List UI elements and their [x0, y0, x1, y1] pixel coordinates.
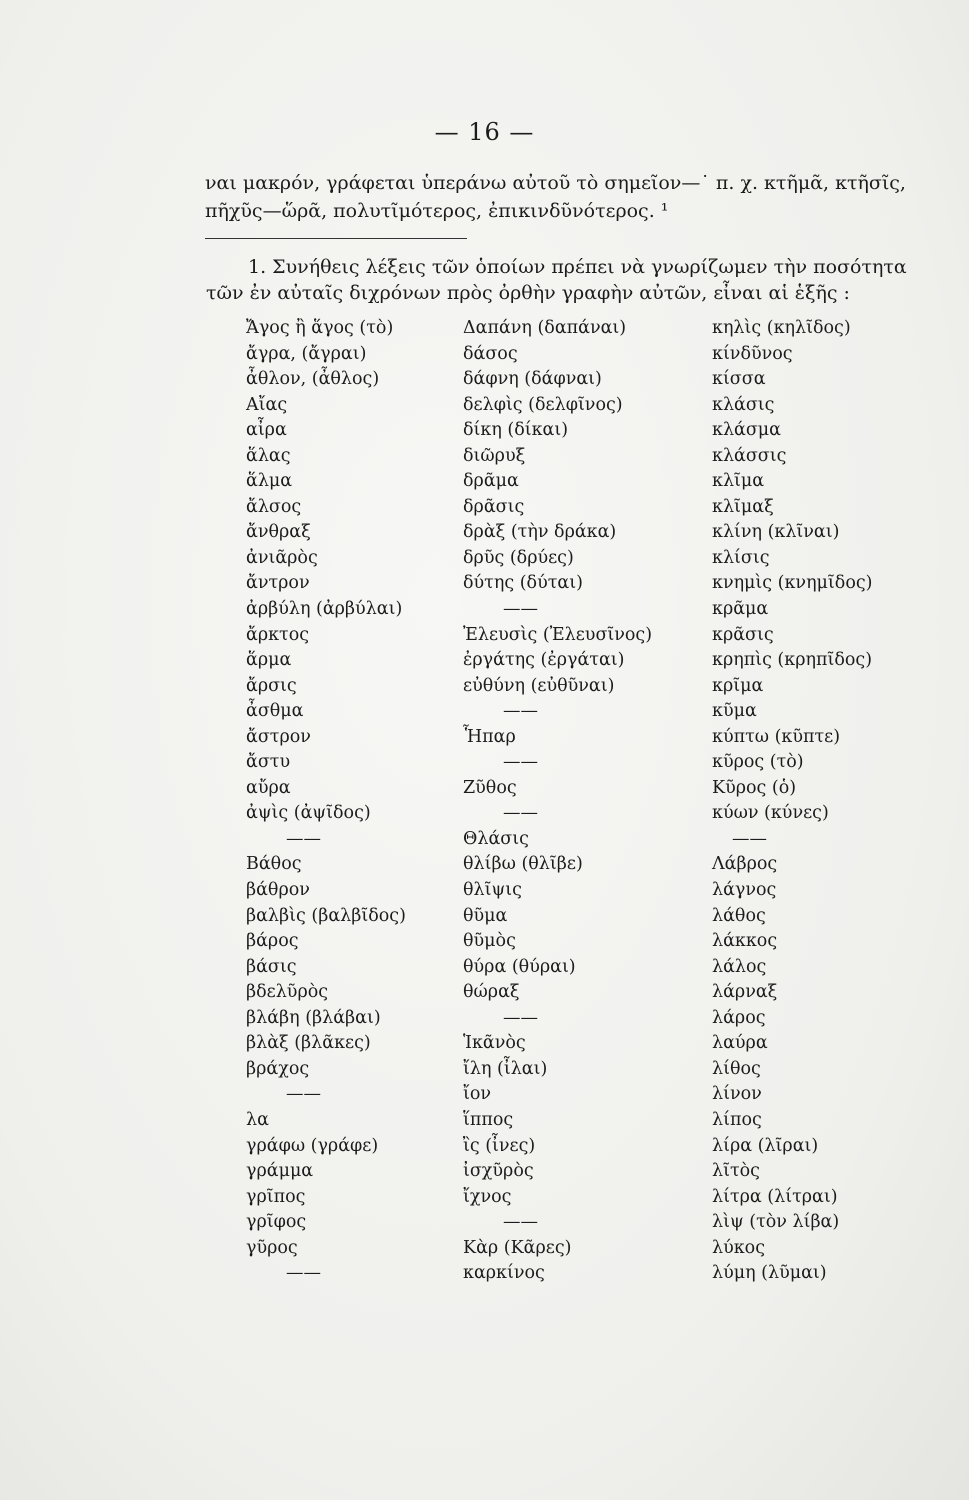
word-entry: γῦρος: [246, 1237, 298, 1258]
word-entry: βράχος: [246, 1058, 310, 1079]
word-entry: κλίνη (κλῖναι): [712, 522, 840, 543]
word-entry: λάλος: [712, 956, 767, 977]
word-entry: κρᾶσις: [712, 624, 774, 645]
word-entry: λάρναξ: [712, 982, 778, 1003]
word-entry: λῖτὸς: [712, 1161, 760, 1182]
word-entry: λαύρα: [712, 1033, 768, 1054]
word-entry: κλάσσις: [712, 445, 787, 466]
footnote-divider: [205, 238, 467, 239]
word-entry: λὶψ (τὸν λίβα): [712, 1212, 840, 1233]
word-entry: Κὰρ (Κᾶρες): [463, 1237, 572, 1258]
word-entry: κλῖμα: [712, 471, 765, 492]
word-entry: ἄστρον: [246, 726, 311, 747]
word-entry: βλάβη (βλάβαι): [246, 1007, 381, 1028]
word-entry: λίπος: [712, 1109, 762, 1130]
word-entry: ἲς (ἶνες): [463, 1135, 536, 1156]
word-entry: ἆσθμα: [246, 701, 304, 722]
word-entry: βάσις: [246, 956, 297, 977]
word-entry: ἄγρα, (ἄγραι): [246, 343, 367, 364]
footnote-line-2: τῶν ἐν αὐταῖς διχρόνων πρὸς ὀρθὴν γραφὴν αὐτῶν, εἶναι αἱ ἑξῆς :: [206, 282, 850, 304]
word-entry: κίσσα: [712, 369, 766, 390]
word-entry: Ἄγος ἢ ἅγος (τὸ): [246, 318, 394, 338]
word-entry: δάφνη (δάφναι): [463, 369, 602, 390]
word-entry: Λάβρος: [712, 854, 778, 875]
word-entry: ἵππος: [463, 1109, 514, 1130]
word-entry: γράφω (γράφε): [246, 1135, 379, 1156]
intro-text-line-2: πῆχῦς—ὥρᾶ, πολυτῖμότερος, ἐπικινδῦνότερος. ¹: [205, 200, 669, 222]
intro-text-line-1: ναι μακρόν, γράφεται ὑπεράνω αὐτοῦ τὸ σημεῖον—˙ π. χ. κτῆμᾶ, κτῆσῖς,: [205, 172, 906, 194]
word-entry: δάσος: [463, 343, 518, 364]
word-entry: ——: [286, 828, 321, 849]
word-entry: ——: [286, 1084, 321, 1105]
word-entry: δελφὶς (δελφῖνος): [463, 394, 623, 415]
word-entry: κύπτω (κῦπτε): [712, 726, 841, 747]
word-entry: ——: [503, 1212, 538, 1233]
word-entry: ἐργάτης (ἐργάται): [463, 650, 625, 671]
word-entry: Αἴας: [246, 394, 288, 415]
word-entry: Ἱκᾶνὸς: [463, 1033, 526, 1054]
word-entry: γρῖφος: [246, 1212, 307, 1233]
word-entry: ἅλμα: [246, 471, 293, 492]
word-entry: Θλάσις: [463, 828, 529, 849]
word-entry: ἄρσις: [246, 675, 297, 696]
word-entry: λίνον: [712, 1084, 762, 1105]
word-entry: ἰσχῦρὸς: [463, 1161, 534, 1182]
word-entry: Δαπάνη (δαπάναι): [463, 318, 627, 338]
word-entry: ἀρβύλη (ἀρβύλαι): [246, 599, 403, 620]
word-entry: κλίσις: [712, 547, 770, 568]
word-entry: θύρα (θύραι): [463, 956, 576, 977]
word-entry: δρῦς (δρύες): [463, 547, 574, 568]
word-entry: λάθος: [712, 905, 766, 926]
word-entry: ἀνιᾶρὸς: [246, 547, 318, 568]
word-entry: βάθρον: [246, 880, 310, 901]
word-column-2: [463, 316, 652, 1287]
word-entry: κίνδῦνος: [712, 343, 793, 364]
word-entry: ἴχνος: [463, 1186, 512, 1207]
word-entry: ἴλη (ἶλαι): [463, 1058, 548, 1079]
word-entry: λάρος: [712, 1007, 766, 1028]
word-entry: κηλὶς (κηλῖδος): [712, 318, 851, 338]
word-entry: Βάθος: [246, 854, 302, 875]
word-entry: κύων (κύνες): [712, 803, 829, 824]
word-entry: ——: [503, 599, 538, 620]
word-entry: κῦρος (τὸ): [712, 752, 804, 773]
word-entry: κνημὶς (κνημῖδος): [712, 573, 873, 594]
footnote-line-1: 1. Συνήθεις λέξεις τῶν ὁποίων πρέπει νὰ γνωρίζωμεν τὴν ποσότητα: [248, 256, 907, 278]
word-entry: κρᾶμα: [712, 599, 769, 620]
word-entry: βαλβὶς (βαλβῖδος): [246, 905, 406, 926]
word-entry: διῶρυξ: [463, 445, 526, 466]
word-entry: λίρα (λῖραι): [712, 1135, 819, 1156]
word-entry: δρᾶμα: [463, 471, 519, 492]
word-entry: καρκίνος: [463, 1263, 545, 1284]
word-entry: ἅλας: [246, 445, 291, 466]
word-entry: ἴον: [463, 1084, 492, 1105]
word-entry: λίθος: [712, 1058, 761, 1079]
word-entry: βλὰξ (βλᾶκες): [246, 1033, 371, 1054]
word-entry: ——: [503, 1007, 538, 1028]
word-entry: γρῖπος: [246, 1186, 306, 1207]
word-entry: ——: [732, 828, 767, 849]
word-entry: ἆθλον, (ἆθλος): [246, 369, 380, 390]
word-entry: ἀψὶς (ἀψῖδος): [246, 803, 371, 824]
word-entry: αἶρα: [246, 420, 287, 441]
word-entry: ——: [503, 752, 538, 773]
word-entry: κλάσμα: [712, 420, 781, 441]
word-entry: δύτης (δύται): [463, 573, 583, 594]
word-column-3: [712, 316, 872, 1287]
word-entry: λάκκος: [712, 931, 778, 952]
word-column-1: [246, 316, 406, 1287]
word-entry: ——: [503, 803, 538, 824]
word-entry: δρὰξ (τὴν δράκα): [463, 522, 617, 543]
word-entry: λάγνος: [712, 880, 777, 901]
word-entry: ——: [286, 1263, 321, 1284]
page-number: — 16 —: [434, 118, 535, 146]
word-entry: κλάσις: [712, 394, 775, 415]
word-entry: αὔρα: [246, 777, 291, 798]
word-entry: δρᾶσις: [463, 496, 525, 517]
word-entry: δίκη (δίκαι): [463, 420, 569, 441]
word-entry: θώραξ: [463, 982, 520, 1003]
word-entry: κρῖμα: [712, 675, 764, 696]
word-entry: κρηπὶς (κρηπῖδος): [712, 650, 873, 671]
word-entry: εὐθύνη (εὐθῦναι): [463, 675, 615, 696]
word-entry: ἄντρον: [246, 573, 310, 594]
word-entry: γράμμα: [246, 1161, 314, 1182]
word-entry: ἄνθραξ: [246, 522, 311, 543]
word-entry: Ἧπαρ: [463, 726, 516, 747]
word-entry: κῦμα: [712, 701, 757, 722]
word-entry: Ἐλευσὶς (Ἐλευσῖνος): [463, 624, 653, 645]
word-entry: θῦμὸς: [463, 931, 516, 952]
word-entry: ἄστυ: [246, 752, 291, 773]
word-entry: λύμη (λῦμαι): [712, 1263, 827, 1284]
word-entry: λύκος: [712, 1237, 766, 1258]
word-entry: ἄλσος: [246, 496, 302, 517]
word-entry: Ζῦθος: [463, 777, 517, 798]
word-entry: θλῖψις: [463, 880, 522, 901]
word-entry: λα: [246, 1109, 269, 1130]
word-entry: θλίβω (θλῖβε): [463, 854, 583, 875]
word-entry: ἅρμα: [246, 650, 292, 671]
word-entry: βδελῦρὸς: [246, 982, 329, 1003]
word-entry: κλῖμαξ: [712, 496, 774, 517]
word-entry: βάρος: [246, 931, 299, 952]
word-entry: λίτρα (λίτραι): [712, 1186, 838, 1207]
word-entry: Κῦρος (ὁ): [712, 777, 797, 798]
word-entry: ——: [503, 701, 538, 722]
word-entry: ἄρκτος: [246, 624, 310, 645]
word-entry: θῦμα: [463, 905, 508, 926]
